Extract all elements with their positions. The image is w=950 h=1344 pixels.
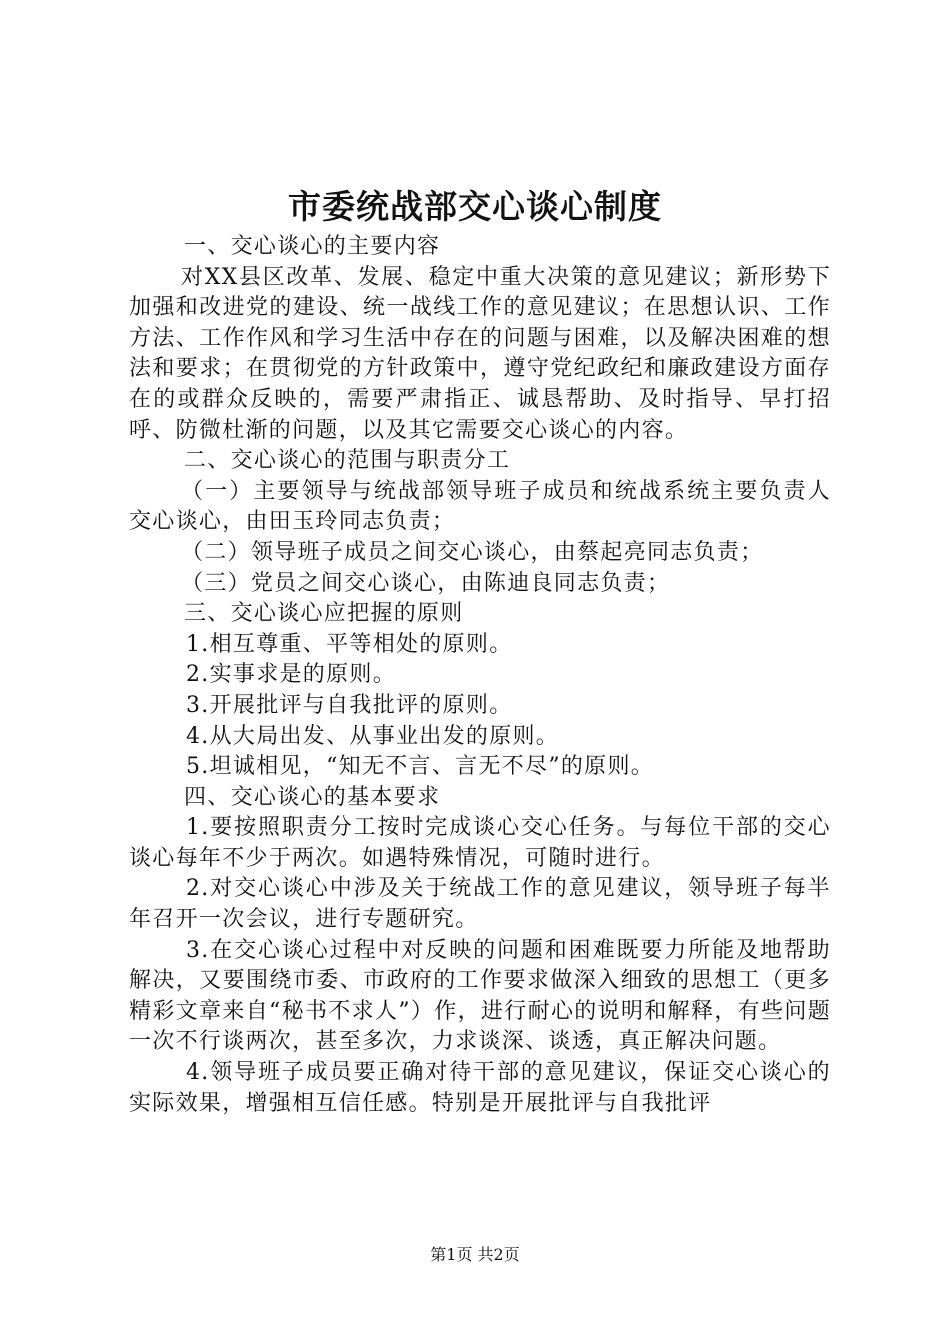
section-heading: 一、交心谈心的主要内容 — [184, 234, 441, 259]
numbered-item: 2.实事求是的原则。 — [186, 662, 396, 688]
numbered-item: 4.领导班子成员要正确对待干部的意见建议，保证交心谈心的实际效果，增强相互信任感。特别是开展批评与自我批评 — [129, 1060, 831, 1116]
paragraph: （二）领导班子成员之间交心谈心，由蔡起亮同志负责； — [181, 539, 764, 565]
document-title: 市委统战部交心谈心制度 — [288, 187, 662, 226]
numbered-item: 4.从大局出发、从事业出发的原则。 — [186, 723, 560, 749]
page-number-footer: 第1页 共2页 — [430, 1245, 520, 1264]
section-heading: 二、交心谈心的范围与职责分工 — [184, 448, 511, 474]
paragraph: （三）党员之间交心谈心，由陈迪良同志负责； — [181, 570, 671, 596]
numbered-item: 1.相互尊重、平等相处的原则。 — [186, 631, 513, 657]
paragraph: 对XX县区改革、发展、稳定中重大决策的意见建议；新形势下加强和改进党的建设、统一战线工作的意见建议；在思想认识、工作方法、工作作风和学习生活中存在的问题与困难，以及解决困难的想法和要求；在贯彻党的方针政策中，遵守党纪政纪和廉政建设方面存在的或群众反映的，需要严肃指正、诚恳帮助、及时指导、早打招呼、防微杜渐的问题，以及其它需要交心谈心的内容。 — [129, 264, 831, 443]
numbered-item: 1.要按照职责分工按时完成谈心交心任务。与每位干部的交心谈心每年不少于两次。如遇特殊情况，可随时进行。 — [129, 815, 831, 871]
numbered-item: 3.在交心谈心过程中对反映的问题和困难既要力所能及地帮助解决，又要围绕市委、市政府的工作要求做深入细致的思想工（更多精彩文章来自“秘书不求人”）作，进行耐心的说明和解释，有些问题一次不行谈两次，甚至多次，力求谈深、谈透，真正解决问题。 — [129, 937, 831, 1055]
section-heading: 三、交心谈心应把握的原则 — [184, 601, 464, 627]
paragraph: （一）主要领导与统战部领导班子成员和统战系统主要负责人交心谈心，由田玉玲同志负责； — [129, 478, 831, 535]
section-heading: 四、交心谈心的基本要求 — [184, 784, 441, 810]
numbered-item: 3.开展批评与自我批评的原则。 — [186, 692, 513, 718]
numbered-item: 5.坦诚相见，“知无不言、言无不尽”的原则。 — [186, 754, 655, 780]
document-body — [129, 232, 831, 1119]
numbered-item: 2.对交心谈心中涉及关于统战工作的意见建议，领导班子每半年召开一次会议，进行专题研究。 — [129, 876, 831, 933]
